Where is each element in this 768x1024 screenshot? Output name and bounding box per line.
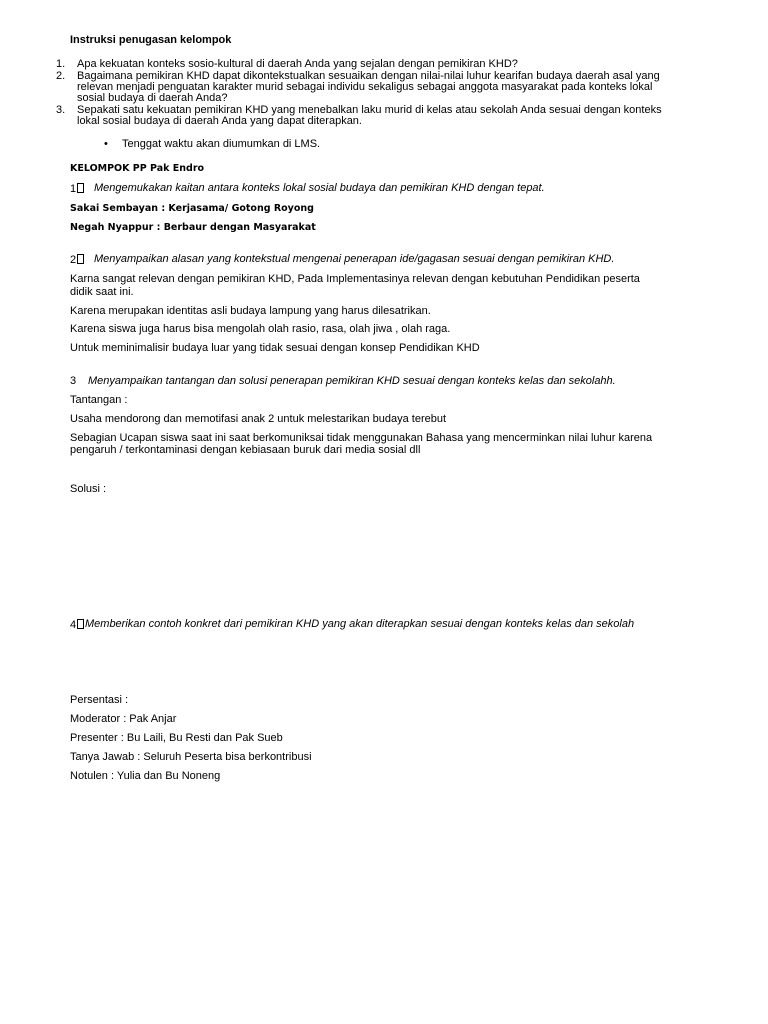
missing-glyph-icon <box>77 619 84 629</box>
item-4-prompt: Memberikan contoh konkret dari pemikiran KHD yang akan diterapkan sesuai dengan konteks kelas dan sekolah <box>85 618 635 630</box>
instruction-number: 2. <box>56 70 66 82</box>
item-2-paragraph: Karna sangat relevan dengan pemikiran KHD, Pada Implementasinya relevan dengan kebutuhan Pendidikan peserta <box>70 273 640 285</box>
bullet-icon: • <box>104 138 108 150</box>
missing-glyph-icon <box>77 254 84 264</box>
item-1-number-row <box>70 183 84 195</box>
instruction-text: Bagaimana pemikiran KHD dapat dikontekstualkan sesuaikan dengan nilai-nilai luhur kearifan budaya daerah asal yang <box>77 70 660 82</box>
item-number: 2 <box>70 254 77 266</box>
item-2-paragraph: Karena siswa juga harus bisa mengolah olah rasio, rasa, olah jiwa , olah raga. <box>70 323 451 335</box>
item-1-prompt: Mengemukakan kaitan antara konteks lokal sosial budaya dan pemikiran KHD dengan tepat. <box>94 182 545 194</box>
item-3-prompt: Menyampaikan tantangan dan solusi penerapan pemikiran KHD sesuai dengan konteks kelas dan sekolahh. <box>88 375 616 387</box>
instruction-text: Sepakati satu kekuatan pemikiran KHD yang menebalkan laku murid di kelas atau sekolah Anda sesuai dengan konteks <box>77 104 662 116</box>
instruction-text: Apa kekuatan konteks sosio-kultural di daerah Anda yang sejalan dengan pemikiran KHD? <box>77 58 518 70</box>
deadline-note: Tenggat waktu akan diumumkan di LMS. <box>122 138 321 150</box>
item-number: 1 <box>70 183 77 195</box>
solusi-label: Solusi : <box>70 483 107 495</box>
item-2-paragraph: Karena merupakan identitas asli budaya lampung yang harus dilesatrikan. <box>70 305 431 317</box>
item-1-answer: Sakai Sembayan : Kerjasama/ Gotong Royong <box>70 203 314 214</box>
tantangan-label: Tantangan : <box>70 394 128 406</box>
instruction-text: sosial budaya di daerah Anda? <box>77 92 228 104</box>
item-2-number-row <box>70 254 84 266</box>
tantangan-item: pengaruh / terkontaminasi dengan kebiasaan buruk dari media sosial dll <box>70 444 421 456</box>
instruction-number: 1. <box>56 58 66 70</box>
item-1-answer: Negah Nyappur : Berbaur dengan Masyarakat <box>70 222 316 233</box>
instruction-text: lokal sosial budaya di daerah Anda yang dapat diterapkan. <box>77 115 362 127</box>
presentation-moderator: Moderator : Pak Anjar <box>70 713 177 725</box>
missing-glyph-icon <box>77 183 84 193</box>
item-2-prompt: Menyampaikan alasan yang kontekstual mengenai penerapan ide/gagasan sesuai dengan pemikiran KHD. <box>94 253 615 265</box>
item-4-number-row <box>70 619 84 631</box>
item-2-paragraph: didik saat ini. <box>70 286 134 298</box>
tantangan-item: Usaha mendorong dan memotifasi anak 2 untuk melestarikan budaya terebut <box>70 413 447 425</box>
item-3-number: 3 <box>70 375 77 387</box>
instruction-number: 3. <box>56 104 66 116</box>
tantangan-item: Sebagian Ucapan siswa saat ini saat berkomuniksai tidak menggunakan Bahasa yang mencerminkan nilai luhur karena <box>70 432 653 444</box>
presentation-presenter: Presenter : Bu Laili, Bu Resti dan Pak Sueb <box>70 732 283 744</box>
group-title: KELOMPOK PP Pak Endro <box>70 163 205 174</box>
presentation-notulen: Notulen : Yulia dan Bu Noneng <box>70 770 221 782</box>
instruction-text: relevan menjadi penguatan karakter murid sebagai individu sekaligus sebagai anggota masyarakat pada konteks lokal <box>77 81 653 93</box>
item-2-paragraph: Untuk meminimalisir budaya luar yang tidak sesuai dengan konsep Pendidikan KHD <box>70 342 480 354</box>
item-number: 4 <box>70 619 77 631</box>
presentation-label: Persentasi : <box>70 694 129 706</box>
presentation-qa: Tanya Jawab : Seluruh Peserta bisa berkontribusi <box>70 751 312 763</box>
document-heading: Instruksi penugasan kelompok <box>70 34 232 46</box>
